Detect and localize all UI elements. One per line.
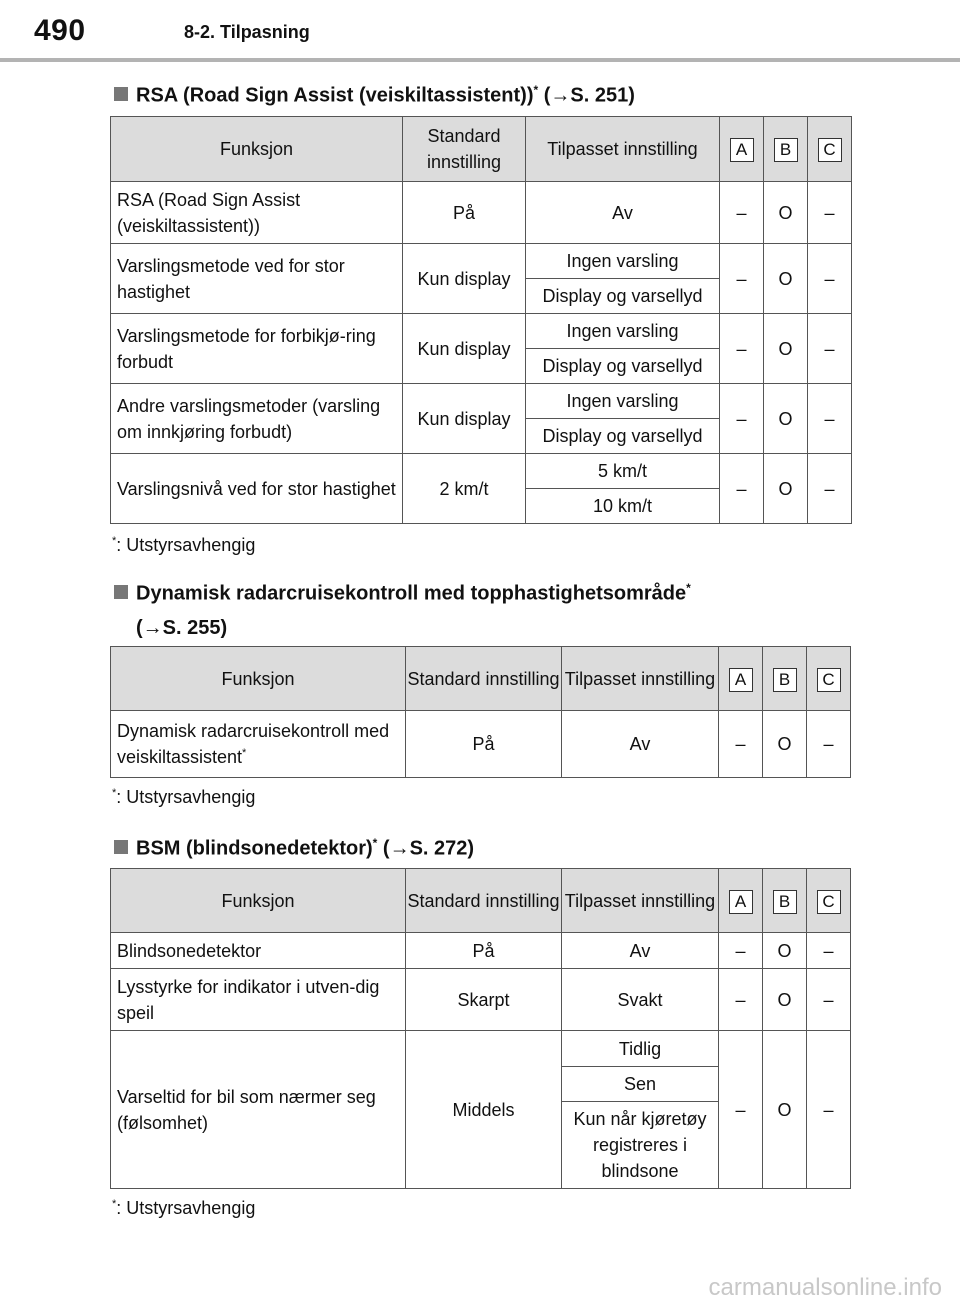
col-header-function: Funksjon [111, 117, 403, 182]
custom-cell: 10 km/t [526, 489, 720, 524]
footnote-marker: * [112, 535, 117, 547]
custom-cell: Display og varsellyd [526, 419, 720, 454]
footnote-marker: * [686, 581, 691, 595]
col-header-a [719, 647, 763, 711]
footnote-text: : Utstyrsavhengig [116, 1198, 256, 1218]
box-label-a: A [730, 138, 754, 162]
table-row [111, 711, 851, 778]
function-cell: Andre varslingsmetoder (varsling om innkjøring forbudt) [111, 384, 403, 454]
custom-cell: Sen [562, 1067, 719, 1102]
square-bullet-icon [114, 585, 128, 599]
a-cell: – [719, 1031, 763, 1189]
watermark: carmanualsonline.info [708, 1274, 942, 1301]
footnote-text: : Utstyrsavhengig [116, 535, 256, 555]
box-label-b: B [774, 138, 798, 162]
footnote-marker: * [533, 83, 539, 97]
table-row [111, 384, 852, 419]
settings-table-radar-cruise [110, 646, 851, 778]
square-bullet-icon [114, 840, 128, 854]
col-header-c [808, 117, 852, 182]
section-title: 8-2. Tilpasning [184, 22, 310, 42]
box-label-b: B [773, 668, 797, 692]
function-cell: Varslingsmetode for forbikjø-ring forbudt [111, 314, 403, 384]
function-text: Dynamisk radarcruisekontroll med veiskiltassistent [117, 721, 390, 767]
custom-cell: Display og varsellyd [526, 279, 720, 314]
col-header-a [720, 117, 764, 182]
table-row [111, 244, 852, 279]
heading-text: RSA (Road Sign Assist (veiskiltassistent)) [136, 84, 534, 107]
col-header-b [763, 647, 807, 711]
footnote-marker: * [242, 747, 247, 759]
function-cell [111, 711, 406, 778]
col-header-custom: Tilpasset innstilling [562, 869, 719, 933]
table-row [111, 454, 852, 489]
a-cell: – [719, 969, 763, 1031]
page-reference: (→S. 272) [382, 837, 475, 860]
standard-cell: På [406, 711, 562, 778]
footnote-bsm [112, 1198, 255, 1219]
a-cell: – [720, 454, 764, 524]
footnote-rsa [112, 535, 255, 556]
b-cell: O [763, 711, 807, 778]
col-header-custom: Tilpasset innstilling [526, 117, 720, 182]
c-cell: – [808, 384, 852, 454]
page-reference: (→S. 251) [543, 84, 635, 107]
custom-cell: Svakt [562, 969, 719, 1031]
header-rule [0, 58, 960, 62]
custom-cell: Av [526, 182, 720, 244]
col-header-b [764, 117, 808, 182]
square-bullet-icon [114, 87, 128, 101]
function-cell: Varseltid for bil som nærmer seg (følsomhet) [111, 1031, 406, 1189]
col-header-a [719, 869, 763, 933]
col-header-standard: Standard innstilling [406, 869, 562, 933]
footnote-marker: * [112, 787, 117, 799]
custom-cell: Av [562, 933, 719, 969]
footnote-marker: * [112, 1198, 117, 1210]
box-label-a: A [729, 890, 753, 914]
c-cell: – [807, 933, 851, 969]
standard-cell: 2 km/t [403, 454, 526, 524]
settings-table-rsa [110, 116, 852, 524]
a-cell: – [720, 182, 764, 244]
b-cell: O [764, 384, 808, 454]
col-header-c [807, 647, 851, 711]
col-header-function: Funksjon [111, 647, 406, 711]
c-cell: – [807, 711, 851, 778]
col-header-standard: Standard innstilling [406, 647, 562, 711]
a-cell: – [719, 933, 763, 969]
page-number: 490 [34, 14, 86, 47]
standard-cell: Skarpt [406, 969, 562, 1031]
standard-cell: Middels [406, 1031, 562, 1189]
b-cell: O [763, 1031, 807, 1189]
heading-bsm [114, 826, 474, 866]
c-cell: – [808, 182, 852, 244]
heading-radar-cruise [114, 571, 814, 645]
custom-cell: Tidlig [562, 1031, 719, 1067]
col-header-c [807, 869, 851, 933]
c-cell: – [807, 1031, 851, 1189]
footnote-radar-cruise [112, 787, 255, 808]
standard-cell: Kun display [403, 244, 526, 314]
col-header-custom: Tilpasset innstilling [562, 647, 719, 711]
function-cell: Lysstyrke for indikator i utven-dig speil [111, 969, 406, 1031]
custom-cell: Ingen varsling [526, 384, 720, 419]
standard-cell: Kun display [403, 384, 526, 454]
b-cell: O [764, 454, 808, 524]
b-cell: O [763, 933, 807, 969]
custom-cell: Av [562, 711, 719, 778]
function-cell: Blindsonedetektor [111, 933, 406, 969]
settings-table-bsm [110, 868, 851, 1189]
col-header-function: Funksjon [111, 869, 406, 933]
box-label-c: C [817, 668, 841, 692]
footnote-text: : Utstyrsavhengig [116, 787, 256, 807]
table-row [111, 182, 852, 244]
col-header-b [763, 869, 807, 933]
col-header-standard: Standard innstilling [403, 117, 526, 182]
custom-cell: 5 km/t [526, 454, 720, 489]
page-header [0, 0, 960, 62]
table-row [111, 933, 851, 969]
function-cell: RSA (Road Sign Assist (veiskiltassistent)) [111, 182, 403, 244]
standard-cell: På [403, 182, 526, 244]
c-cell: – [808, 244, 852, 314]
custom-cell: Display og varsellyd [526, 349, 720, 384]
box-label-a: A [729, 668, 753, 692]
a-cell: – [719, 711, 763, 778]
c-cell: – [808, 314, 852, 384]
a-cell: – [720, 314, 764, 384]
heading-rsa [114, 73, 635, 113]
function-cell: Varslingsnivå ved for stor hastighet [111, 454, 403, 524]
table-row [111, 1031, 851, 1067]
heading-text: Dynamisk radarcruisekontroll med topphastighetsområde [136, 582, 687, 605]
box-label-b: B [773, 890, 797, 914]
standard-cell: Kun display [403, 314, 526, 384]
custom-cell: Kun når kjøretøy registreres i blindsone [562, 1102, 719, 1189]
box-label-c: C [817, 890, 841, 914]
b-cell: O [764, 182, 808, 244]
box-label-c: C [818, 138, 842, 162]
c-cell: – [808, 454, 852, 524]
page-reference: (→S. 255) [136, 616, 228, 639]
function-cell: Varslingsmetode ved for stor hastighet [111, 244, 403, 314]
custom-cell: Ingen varsling [526, 244, 720, 279]
a-cell: – [720, 384, 764, 454]
custom-cell: Ingen varsling [526, 314, 720, 349]
b-cell: O [763, 969, 807, 1031]
a-cell: – [720, 244, 764, 314]
b-cell: O [764, 244, 808, 314]
table-row [111, 969, 851, 1031]
table-row [111, 314, 852, 349]
b-cell: O [764, 314, 808, 384]
standard-cell: På [406, 933, 562, 969]
c-cell: – [807, 969, 851, 1031]
footnote-marker: * [372, 836, 378, 850]
heading-text: BSM (blindsonedetektor) [136, 837, 373, 860]
